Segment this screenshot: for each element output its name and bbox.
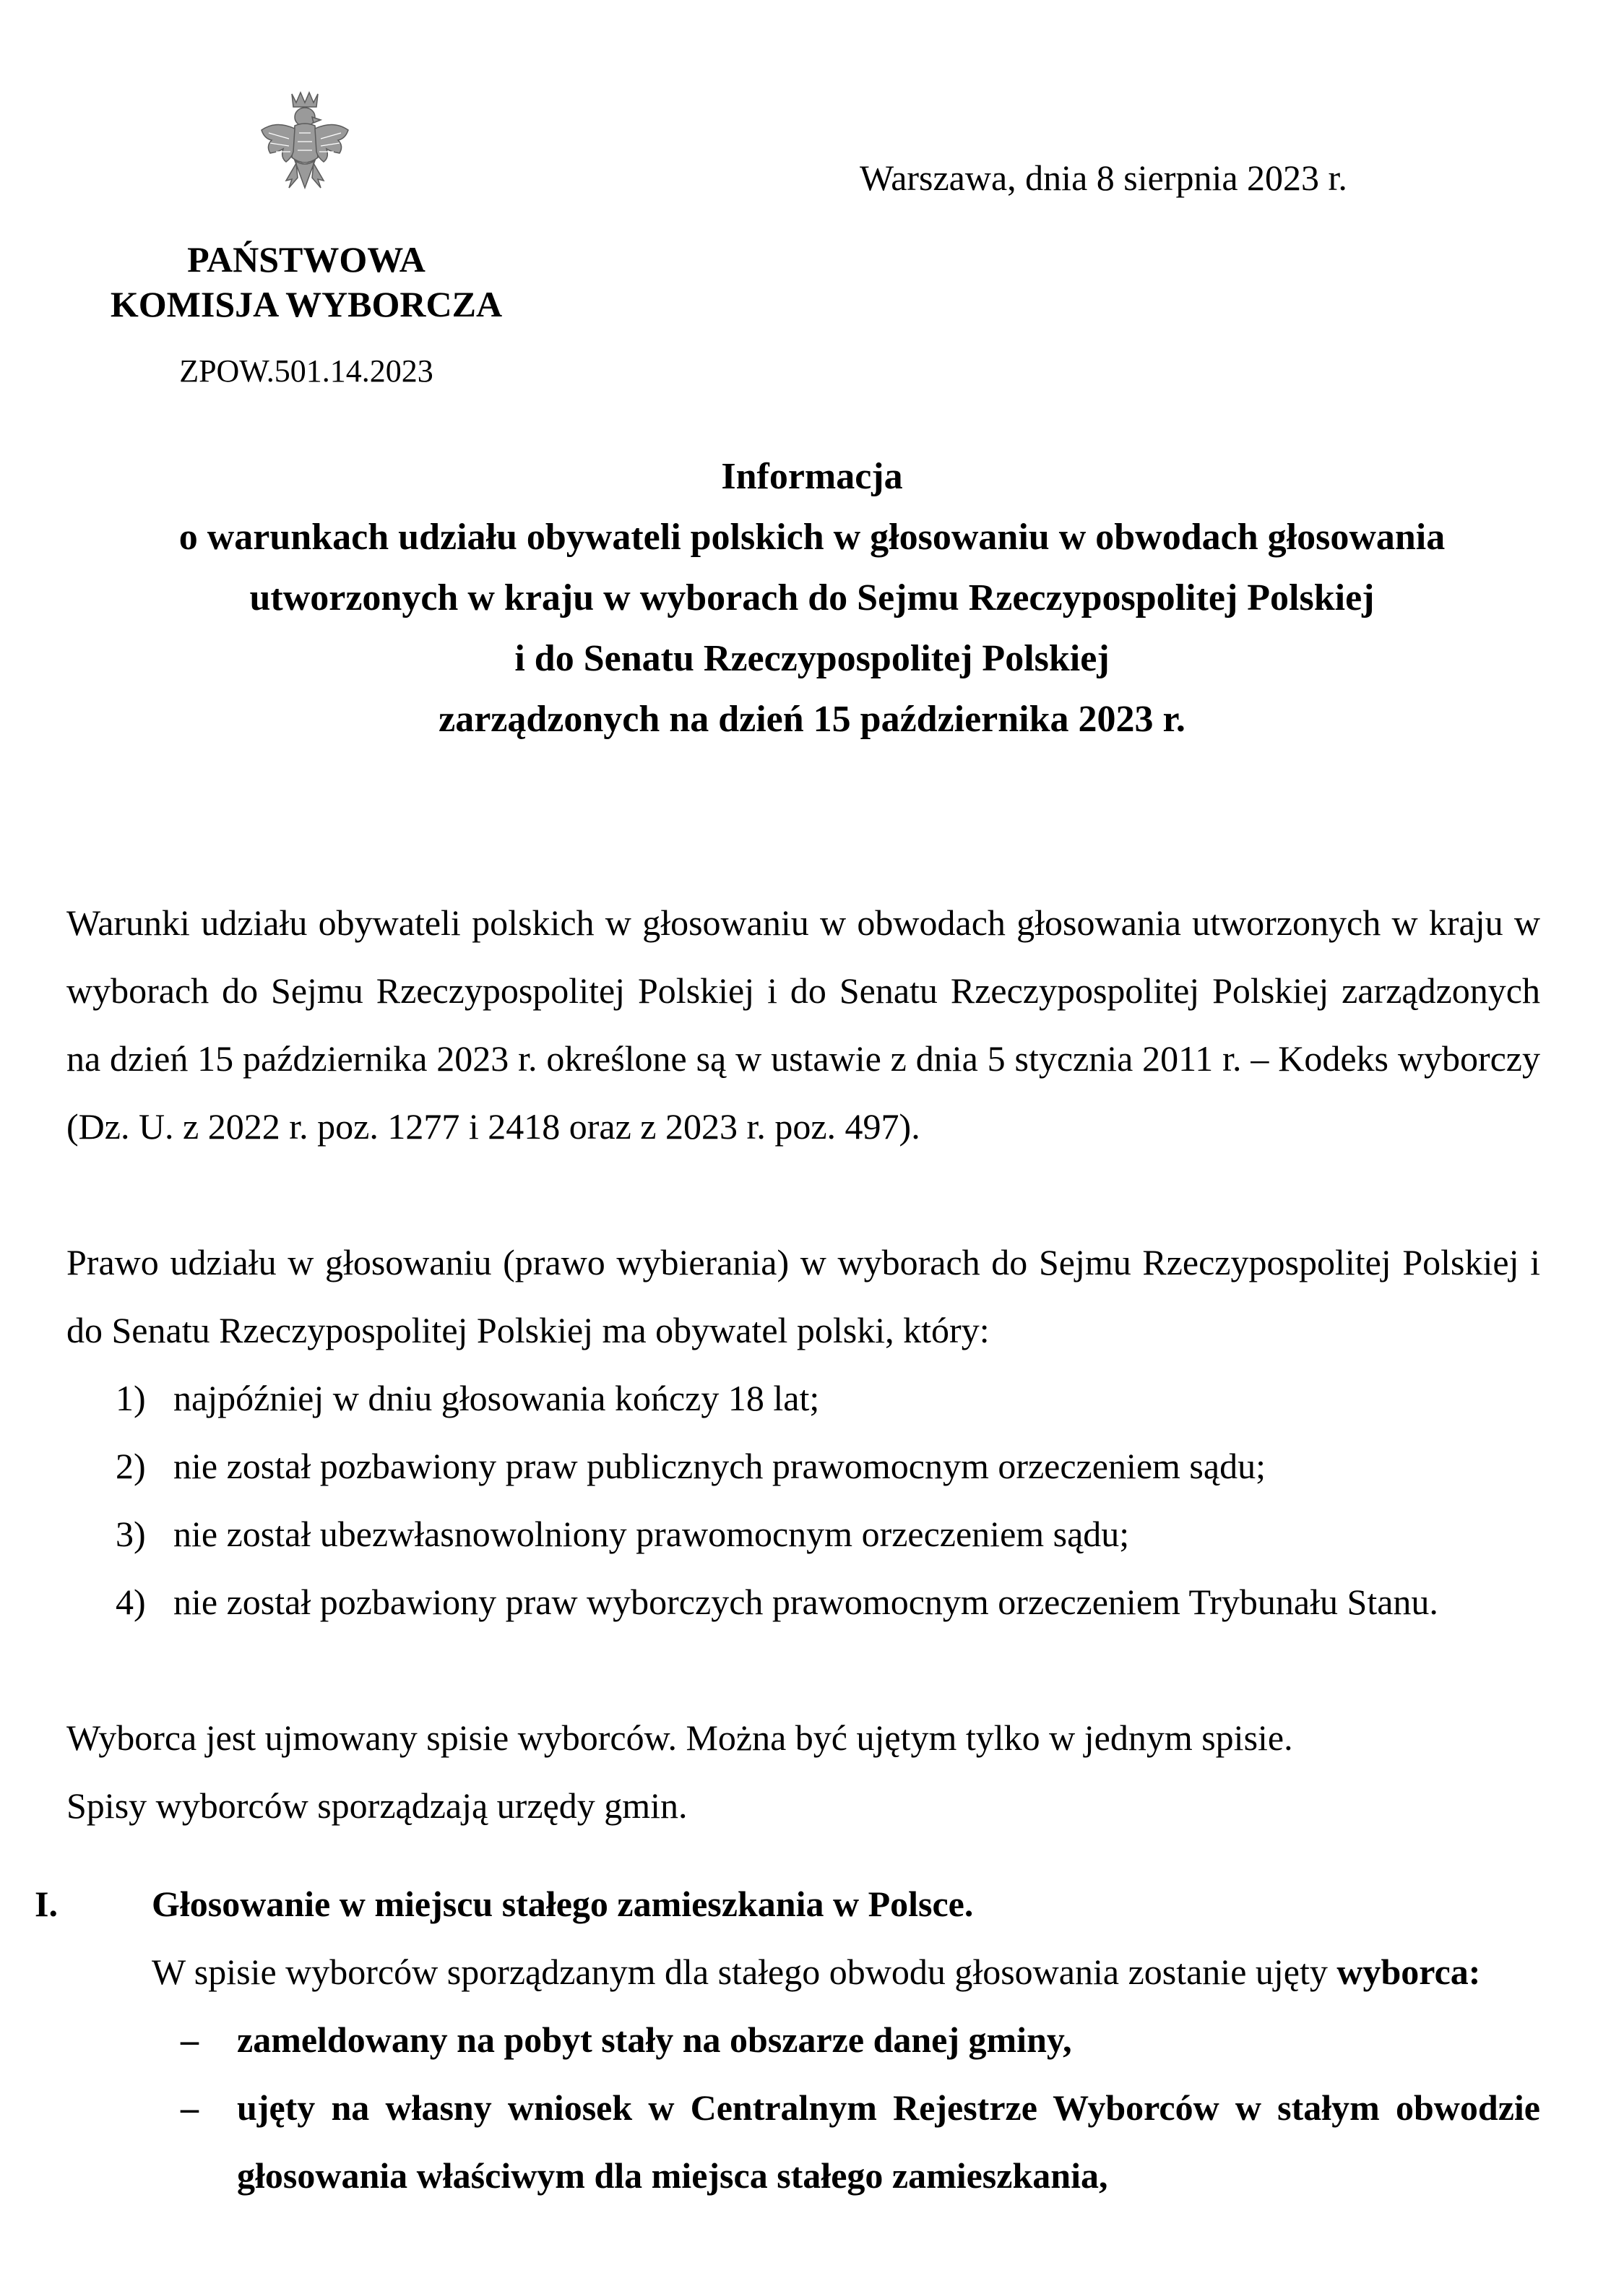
list-item-text: najpóźniej w dniu głosowania kończy 18 lat; — [173, 1378, 820, 1418]
list-item-text: nie został ubezwłasnowolniony prawomocnym orzeczeniem sądu; — [173, 1514, 1130, 1554]
org-line-1: PAŃSTWOWA — [187, 239, 426, 280]
issuing-authority — [69, 237, 543, 327]
paragraph-voting-right: Prawo udziału w głosowaniu (prawo wybierania) w wyborach do Sejmu Rzeczypospolitej Polskiej i do Senatu Rzeczypospolitej Polskiej ma obywatel polski, który: — [66, 1242, 1540, 1350]
section-title: Głosowanie w miejscu stałego zamieszkania w Polsce. — [152, 1884, 974, 1924]
paragraph-register-authority: Spisy wyborców sporządzają urzędy gmin. — [66, 1785, 688, 1826]
conditions-list — [116, 1364, 1540, 1636]
list-item — [116, 1364, 1540, 1432]
list-item — [152, 2006, 1540, 2074]
list-item — [116, 1500, 1540, 1568]
list-item-number: 4) — [116, 1582, 146, 1622]
bullet-text: ujęty na własny wniosek w Centralnym Rejestrze Wyborców w stałym obwodzie głosowania właściwym dla miejsca stałego zamieszkania, — [237, 2087, 1540, 2196]
org-line-2: KOMISJA WYBORCZA — [110, 284, 503, 324]
heading-line-1: Informacja — [721, 456, 903, 497]
list-item — [152, 2074, 1540, 2209]
section-intro-bold: wyborca: — [1336, 1952, 1481, 1992]
list-item-text: nie został pozbawiony praw publicznych prawomocnym orzeczeniem sądu; — [173, 1446, 1266, 1486]
list-item-text: nie został pozbawiony praw wyborczych prawomocnym orzeczeniem Trybunału Stanu. — [173, 1582, 1438, 1622]
heading-line-5: zarządzonych na dzień 15 października 2023 r. — [439, 699, 1185, 740]
polish-eagle-emblem-icon — [254, 88, 355, 197]
section-bullets — [152, 2006, 1540, 2209]
section-number: I. — [35, 1884, 58, 1924]
heading-line-4: i do Senatu Rzeczypospolitej Polskiej — [514, 638, 1110, 679]
bullet-text: zameldowany na pobyt stały na obszarze danej gminy, — [237, 2019, 1072, 2060]
section-1 — [35, 1870, 1540, 2209]
paragraph-legal-basis: Warunki udziału obywateli polskich w głosowaniu w obwodach głosowania utworzonych w kraju w wyborach do Sejmu Rzeczypospolitej Polskiej i do Senatu Rzeczypospolitej Polskiej zarządzonych na dzień 15 października 2023 r. określone są w ustawie z dnia 5 stycznia 2011 r. – Kodeks wyborczy (Dz. U. z 2022 r. poz. 1277 i 2418 oraz z 2023 r. poz. 497). — [66, 902, 1540, 1147]
city-date: Warszawa, dnia 8 sierpnia 2023 r. — [860, 158, 1347, 198]
heading-line-3: utworzonych w kraju w wyborach do Sejmu Rzeczypospolitej Polskiej — [249, 577, 1375, 618]
section-intro — [152, 1938, 1540, 2006]
list-item — [116, 1568, 1540, 1636]
reference-number: ZPOW.501.14.2023 — [179, 353, 433, 389]
list-item-number: 2) — [116, 1446, 146, 1486]
list-item-number: 3) — [116, 1514, 146, 1554]
heading-line-2: o warunkach udziału obywateli polskich w głosowaniu w obwodach głosowania — [178, 517, 1446, 558]
dash-marker: – — [181, 2087, 199, 2128]
section-intro-text: W spisie wyborców sporządzanym dla stałego obwodu głosowania zostanie ujęty — [152, 1952, 1328, 1992]
document-heading — [43, 447, 1581, 750]
list-item-number: 1) — [116, 1378, 146, 1418]
list-item — [116, 1432, 1540, 1500]
dash-marker: – — [181, 2019, 199, 2060]
paragraph-register: Wyborca jest ujmowany spisie wyborców. Można być ujętym tylko w jednym spisie. — [66, 1717, 1293, 1758]
